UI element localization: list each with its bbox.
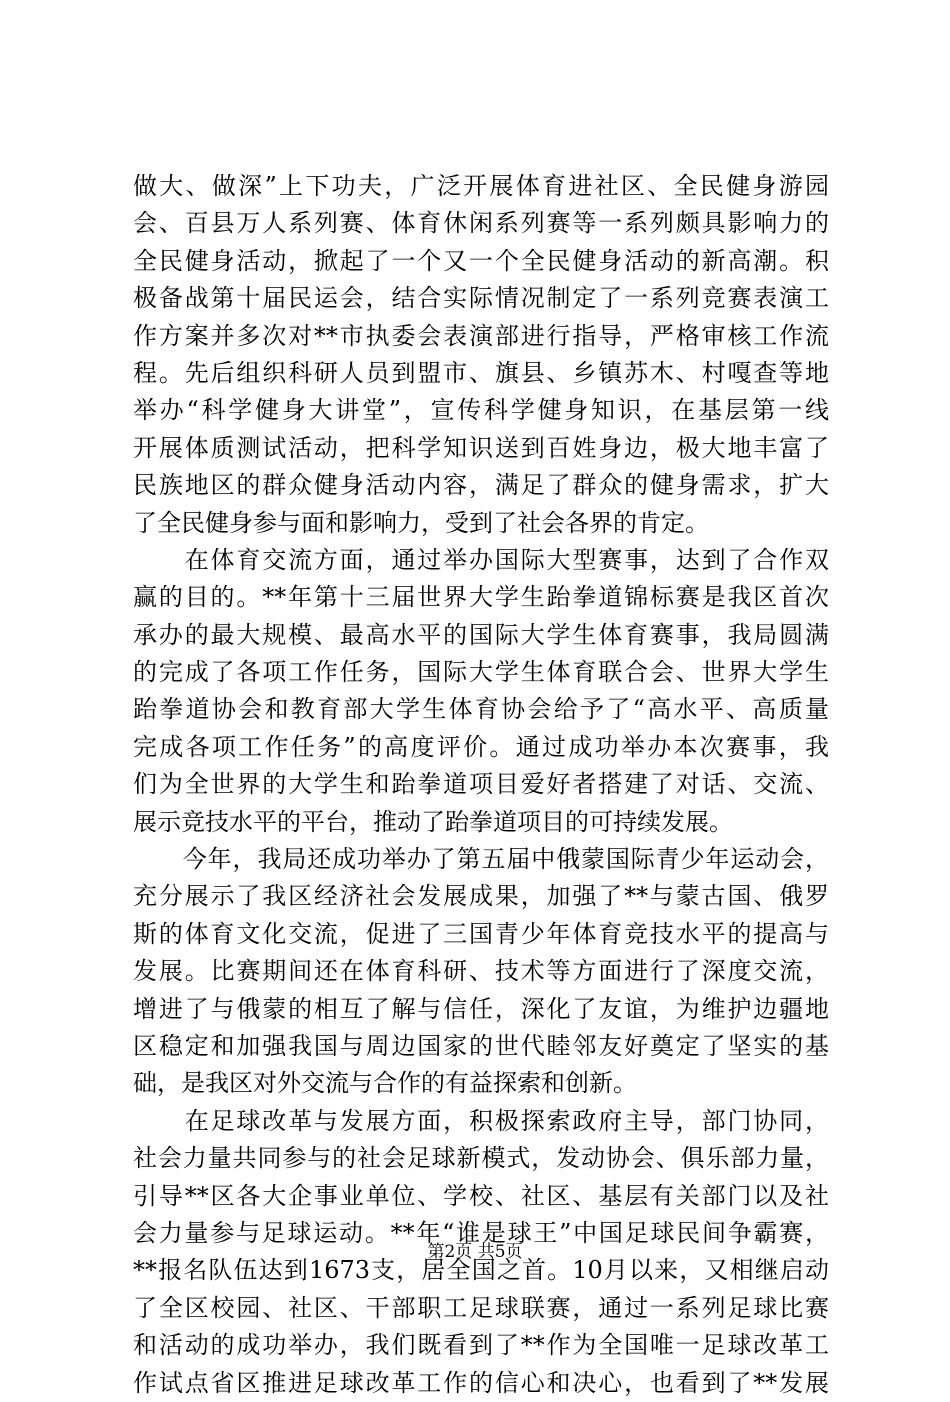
text-line: 在体育交流方面，通过举办国际大型赛事，达到了合作双	[133, 545, 829, 574]
text-line: 们为全世界的大学生和跆拳道项目爱好者搭建了对话、交流、	[133, 770, 829, 799]
text-line: 赢的目的。**年第十三届世界大学生跆拳道锦标赛是我区首次	[133, 583, 829, 612]
text-line: 社会力量共同参与的社会足球新模式，发动协会、俱乐部力量，	[133, 1144, 829, 1173]
page-footer: 第2页 共5页	[427, 1242, 523, 1262]
text-line: 举办“科学健身大讲堂”，宣传科学健身知识，在基层第一线	[133, 396, 829, 425]
text-line: 全民健身活动，掀起了一个又一个全民健身活动的新高潮。积	[133, 246, 829, 275]
text-line: 和活动的成功举办，我们既看到了**作为全国唯一足球改革工	[133, 1331, 829, 1360]
text-line: 展示竞技水平的平台，推动了跆拳道项目的可持续发展。	[133, 807, 733, 836]
text-line: **报名队伍达到1673支，居全国之首。10月以来，又相继启动	[133, 1256, 829, 1285]
text-line: 极备战第十届民运会，结合实际情况制定了一系列竞赛表演工	[133, 284, 829, 313]
text-line: 在足球改革与发展方面，积极探索政府主导，部门协同，	[133, 1106, 829, 1135]
text-line: 发展。比赛期间还在体育科研、技术等方面进行了深度交流，	[133, 957, 829, 986]
text-line: 做大、做深”上下功夫，广泛开展体育进社区、全民健身游园	[133, 172, 829, 200]
text-line: 作方案并多次对**市执委会表演部进行指导，严格审核工作流	[133, 321, 829, 350]
text-line: 跆拳道协会和教育部大学生体育协会给予了“高水平、高质量	[133, 695, 829, 724]
text-line: 今年，我局还成功举办了第五届中俄蒙国际青少年运动会，	[133, 845, 829, 874]
text-line: 开展体质测试活动，把科学知识送到百姓身边，极大地丰富了	[133, 433, 829, 462]
text-line: 了全区校园、社区、干部职工足球联赛，通过一系列足球比赛	[133, 1293, 829, 1322]
body-text	[133, 168, 829, 1402]
text-line: 会力量参与足球运动。**年“谁是球王”中国足球民间争霸赛，	[133, 1218, 829, 1247]
text-line: 增进了与俄蒙的相互了解与信任，深化了友谊，为维护边疆地	[133, 994, 829, 1023]
text-line: 了全民健身参与面和影响力，受到了社会各界的肯定。	[133, 508, 709, 537]
text-line: 会、百县万人系列赛、体育休闲系列赛等一系列颇具影响力的	[133, 209, 829, 238]
text-line: 引导**区各大企事业单位、学校、社区、基层有关部门以及社	[133, 1181, 829, 1210]
text-line: 充分展示了我区经济社会发展成果，加强了**与蒙古国、俄罗	[133, 882, 829, 911]
text-line: 斯的体育文化交流，促进了三国青少年体育竞技水平的提高与	[133, 919, 829, 948]
text-line: 承办的最大规模、最高水平的国际大学生体育赛事，我局圆满	[133, 620, 829, 649]
text-line: 础，是我区对外交流与合作的有益探索和创新。	[133, 1069, 637, 1098]
text-line: 完成各项工作任务”的高度评价。通过成功举办本次赛事，我	[133, 732, 829, 761]
text-line: 民族地区的群众健身活动内容，满足了群众的健身需求，扩大	[133, 471, 829, 500]
text-line: 区稳定和加强我国与周边国家的世代睦邻友好奠定了坚实的基	[133, 1031, 829, 1060]
text-line: 程。先后组织科研人员到盟市、旗县、乡镇苏木、村嘎查等地	[133, 358, 829, 387]
text-line: 的完成了各项工作任务，国际大学生体育联合会、世界大学生	[133, 658, 829, 687]
text-line: 作试点省区推进足球改革工作的信心和决心，也看到了**发展	[133, 1368, 829, 1397]
